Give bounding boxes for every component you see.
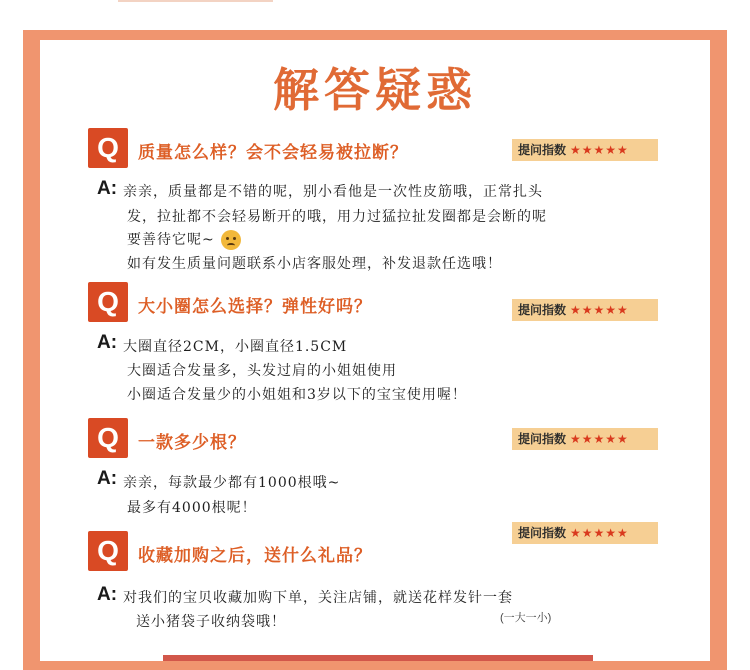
rating-stars: ★★★★★: [570, 143, 629, 157]
answer-1-line-3-text: 要善待它呢~: [127, 232, 215, 248]
answer-badge: A:: [97, 178, 118, 199]
answer-badge: A:: [97, 584, 118, 605]
answer-4-line-1: 对我们的宝贝收藏加购下单，关注店铺，就送花样发针一套: [123, 590, 513, 606]
answer-2-line-2: 大圈适合发量多，头发过肩的小姐姐使用: [127, 363, 397, 379]
rating-label: 提问指数: [518, 526, 567, 540]
rating-label: 提问指数: [518, 432, 567, 446]
rating-label: 提问指数: [518, 303, 567, 317]
rating-stars: ★★★★★: [570, 526, 629, 540]
answer-1-line-3: [127, 229, 241, 250]
answer-badge: A:: [97, 332, 118, 353]
question-rating: [512, 139, 658, 161]
question-badge: Q: [88, 128, 128, 168]
question-badge: Q: [88, 531, 128, 571]
answer-3-line-1: 亲亲，每款最少都有1000根哦~: [123, 475, 341, 491]
question-rating: [512, 299, 658, 321]
question-badge: Q: [88, 418, 128, 458]
rating-stars: ★★★★★: [570, 303, 629, 317]
question-rating: [512, 428, 658, 450]
answer-badge: A:: [97, 468, 118, 489]
question-2: 大小圈怎么选择？弹性好吗？: [138, 297, 372, 317]
answer-1-line-1: 亲亲，质量都是不错的呢，别小看他是一次性皮筋哦，正常扎头: [123, 184, 543, 200]
top-decorative-line: [118, 0, 273, 2]
question-badge: Q: [88, 282, 128, 322]
answer-4-note: (一大一小): [500, 612, 552, 624]
rating-stars: ★★★★★: [570, 432, 629, 446]
answer-4-line-2: 送小猪袋子收纳袋哦！: [136, 614, 286, 630]
answer-2-line-3: 小圈适合发量少的小姐姐和3岁以下的宝宝使用喔！: [127, 387, 467, 403]
bottom-decorative-bar: [163, 655, 593, 661]
answer-2-line-1: 大圈直径2CM，小圈直径1.5CM: [123, 339, 348, 355]
answer-3-line-2: 最多有4000根呢！: [127, 500, 257, 516]
question-4: 收藏加购之后，送什么礼品？: [138, 546, 372, 566]
answer-1-line-2: 发，拉扯都不会轻易断开的哦，用力过猛拉扯发圈都是会断的呢: [127, 209, 547, 225]
question-rating: [512, 522, 658, 544]
question-1: 质量怎么样？会不会轻易被拉断？: [138, 143, 408, 163]
rating-label: 提问指数: [518, 143, 567, 157]
page-title: 解答疑惑: [273, 63, 477, 117]
question-3: 一款多少根？: [138, 433, 246, 453]
answer-1-line-4: 如有发生质量问题联系小店客服处理，补发退款任选哦！: [127, 256, 502, 272]
sad-face-icon: [221, 230, 241, 250]
